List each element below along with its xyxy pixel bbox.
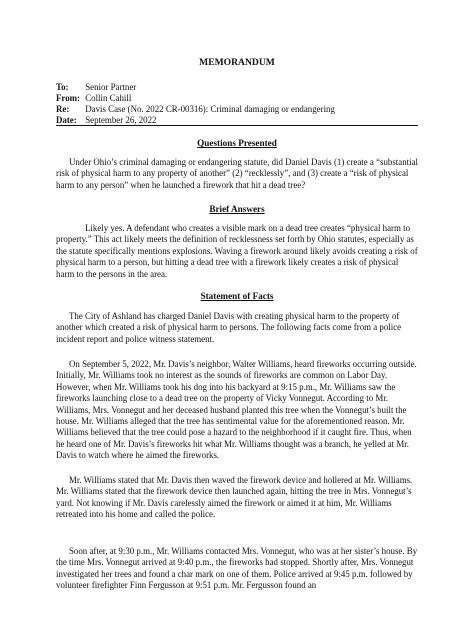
facts-paragraph: On September 5, 2022, Mr. Davis’s neighbor, Walter Williams, heard fireworks occurring outside. Initially, Mr. Williams took no interest as the sounds of fireworks are common on Labor Day. However, when Mr. Williams took his dog into his backyard at 9:15 p.m., Mr. Williams saw the fireworks launching close to a dead tree on the property of Vicky Vonnegut. According to Mr. Williams, Mrs. Vonnegut and her deceased husband planted this tree when the Vonnegut’s built the house. Mr. Williams alleged that the tree has sentimental value for the aforementioned reason. Mr. Williams believed that the tree could pose a hazard to the neighborhood if it caught fire. Thus, when he heard one of Mr. Davis’s fireworks hit what Mr. Williams thought was a branch, he yelled at Mr. Davis to watch where he aimed the fireworks. — [56, 359, 417, 461]
memo-title: MEMORANDUM — [199, 57, 275, 68]
statement-of-facts-heading: Statement of Facts — [200, 291, 274, 301]
header-re — [56, 104, 436, 115]
header-to — [56, 82, 436, 93]
facts-paragraph: Mr. Williams stated that Mr. Davis then waved the firework device and hollered at Mr. Williams. Mr. Williams stated that the firework device then launched again, hitting the tree in Mrs. Vonnegut’s yard. Not knowing if Mr. Davis carelessly aimed the firework or aimed it at him, Mr. Williams retreated into his home and called the police. — [56, 475, 413, 520]
facts-paragraph: The City of Ashland has charged Daniel Davis with creating physical harm to the property of another which created a risk of physical harm to persons. The following facts come from a police incident report and police witness statement. — [56, 311, 402, 344]
header-from — [56, 93, 436, 104]
date-value: September 26, 2022 — [85, 115, 157, 125]
facts-paragraph: Soon after, at 9:30 p.m., Mr. Williams contacted Mrs. Vonnegut, who was at her sister’s house. By the time Mrs. Vonnegut arrived at 9:40 p.m., the fireworks had stopped. Shortly after, Mrs. Vonnegut investigated her trees and found a char mark on one of them. Police arrived at 9:45 p.m. followed by volunteer firefighter Finn Fergusson at 9:51 p.m. Mr. Fergusson found an — [56, 546, 418, 591]
brief-answers-text: Likely yes. A defendant who creates a visible mark on a dead tree creates “physical harm to property.” This act likely meets the definition of recklessness set forth by Ohio statutes, especially as the statute specifically mentions explosions. Waving a firework around likely avoids creating a risk of physical harm to a person, but hitting a dead tree with a firework likely creates a risk of physical harm to the persons in the area. — [56, 223, 418, 279]
from-value: Collin Cahill — [85, 93, 132, 103]
re-value: Davis Case (No. 2022 CR-00316): Criminal damaging or endangering — [85, 104, 335, 114]
from-label: From: — [56, 93, 80, 103]
questions-presented-heading: Questions Presented — [197, 138, 277, 148]
to-label: To: — [56, 82, 69, 92]
brief-answers-heading: Brief Answers — [209, 204, 265, 214]
questions-presented-text: Under Ohio’s criminal damaging or endangering statute, did Daniel Davis (1) create a “substantial risk of physical harm to any property of another” (2) “recklessly”, and (3) create a “risk of physical harm to any person” when he launched a firework that hit a dead tree? — [56, 157, 418, 190]
date-label: Date: — [56, 115, 77, 125]
re-label: Re: — [56, 104, 70, 114]
header-divider — [56, 125, 418, 126]
to-value: Senior Partner — [85, 82, 137, 92]
